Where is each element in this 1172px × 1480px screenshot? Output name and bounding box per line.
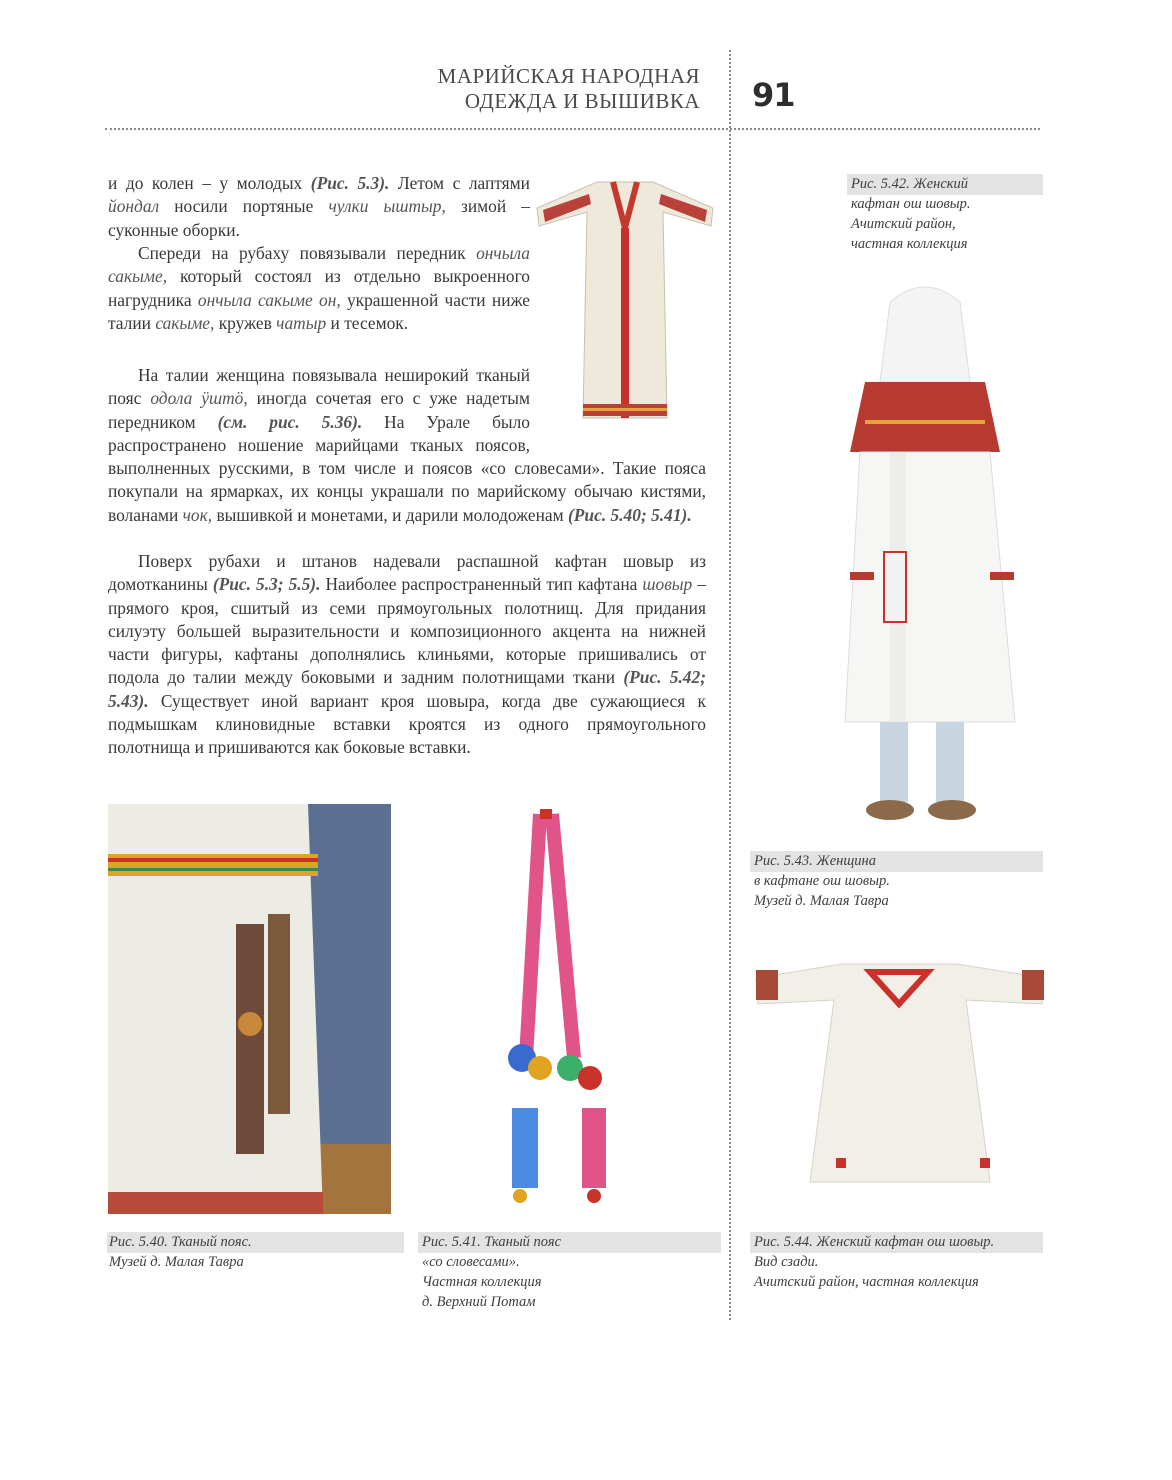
caption-5-41: Рис. 5.41. Тканый пояс «со словесами». Частная коллекция д. Верхний Потам bbox=[422, 1234, 562, 1310]
caption-5-43: Рис. 5.43. Женщина в кафтане ош шовыр. Музей д. Малая Тавра bbox=[754, 853, 890, 909]
figure-5-41-photo bbox=[490, 808, 630, 1208]
woman-in-caftan-image bbox=[840, 272, 1030, 832]
caption-5-44: Рис. 5.44. Женский кафтан ош шовыр. Вид сзади. Ачитский район, частная коллекция bbox=[754, 1234, 995, 1290]
figure-5-43-photo bbox=[840, 272, 1030, 832]
figure-5-40-photo bbox=[108, 804, 391, 1214]
caption-5-42: Рис. 5.42. Женский кафтан ош шовыр. Ачитский район, частная коллекция bbox=[851, 176, 971, 252]
caption-5-40: Рис. 5.40. Тканый пояс. Музей д. Малая Тавра bbox=[109, 1234, 252, 1270]
figure-5-42-photo bbox=[535, 168, 715, 430]
paragraph-1: и до колен – у молодых (Рис. 5.3). Летом с лаптями йондал носили портяные чулки ыштыр, зимой – суконные оборки. bbox=[108, 173, 530, 240]
caftan-front-image bbox=[535, 168, 715, 430]
belt-with-tassels-image bbox=[490, 808, 630, 1208]
figure-5-44-photo bbox=[752, 960, 1047, 1190]
paragraph-2: Спереди на рубаху повязывали передник ончыла сакыме, который состоял из отдельно выкроенного нагрудника ончыла сакыме он, украшенной части ниже талии сакыме, кружев чатыр и тесемок. bbox=[108, 243, 531, 333]
woven-belt-worn-image bbox=[108, 804, 391, 1214]
paragraph-4: Поверх рубахи и штанов надевали распашной кафтан шовыр из домотканины (Рис. 5.3; 5.5). Наиболее распространенный тип кафтана шовыр – прямого кроя, сшитый из семи прямоугольных полотнищ. Для придания силуэту большей выразительности и композиционного акцента на нижней части фигуры, кафтаны дополнялись клиньями, которые пришивались от подола до талии между боковыми и задним полотнищами ткани (Рис. 5.42; 5.43). Существует иной вариант кроя шовыра, когда две сужающиеся к подмышкам клиновидные вставки кроятся из одного прямоугольного полотнища и пришиваются как боковые вставки. bbox=[108, 551, 706, 758]
paragraph-3: На талии женщина повязывала неширокий тканый пояс одола ÿштö, иногда сочетая его с уже надетым передником (см. рис. 5.36). На Урале было распространено ношение марийцами тканых поясов, выполненных русскими, в том числе и поясов «со словесами». Такие пояса покупали на ярмарках, их концы украшали по марийскому обычаю кистями, воланами чок, вышивкой и монетами, и дарили молодоженам (Рис. 5.40; 5.41). bbox=[108, 365, 706, 525]
header-title-line2: ОДЕЖДА И ВЫШИВКА bbox=[464, 89, 700, 113]
running-header-title bbox=[360, 64, 700, 114]
caftan-back-image bbox=[752, 960, 1047, 1190]
page-number: 91 bbox=[752, 76, 795, 114]
header-title-line1: МАРИЙСКАЯ НАРОДНАЯ bbox=[437, 64, 700, 88]
column-divider bbox=[729, 50, 731, 1320]
header-divider bbox=[105, 128, 1040, 130]
